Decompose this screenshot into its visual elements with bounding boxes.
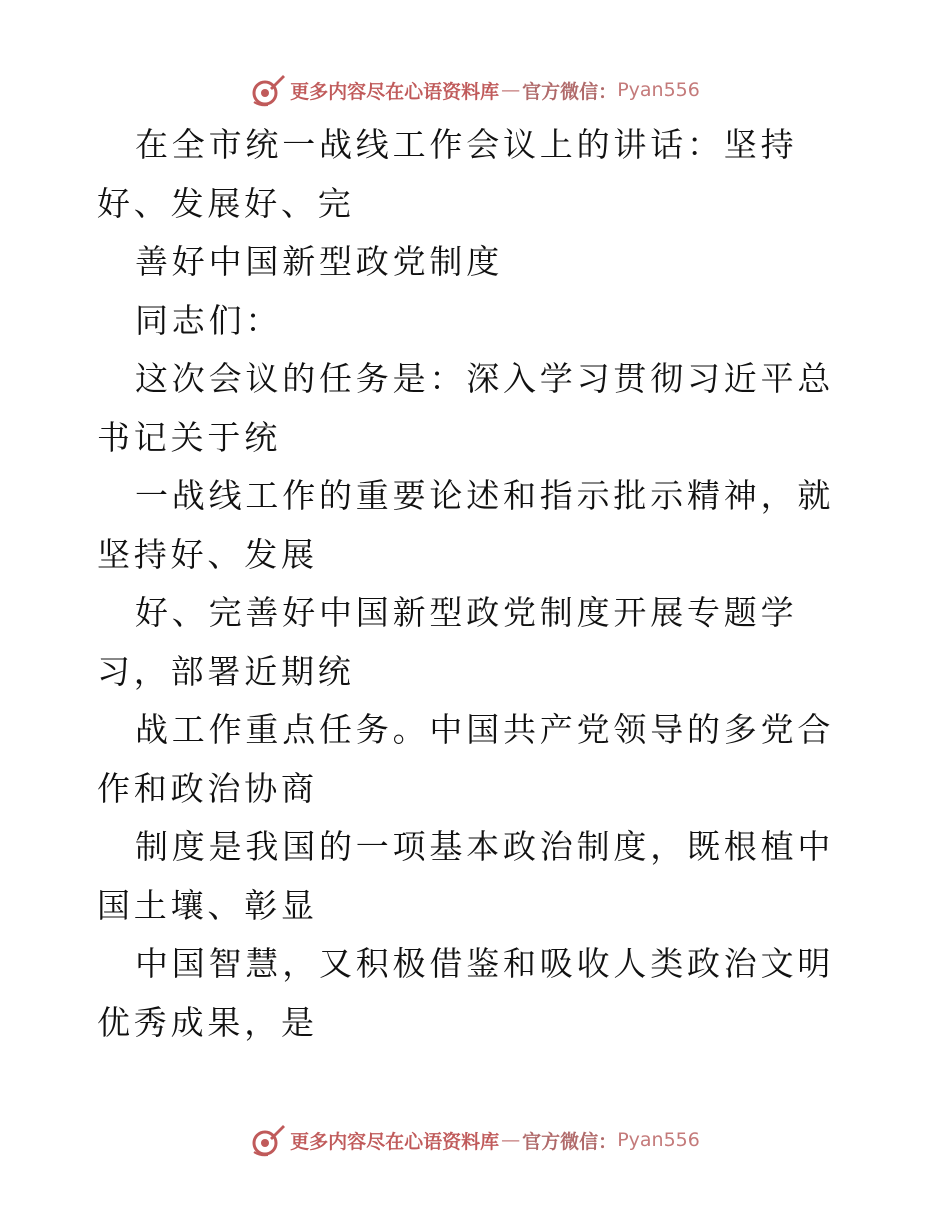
brush-logo-icon	[250, 1122, 286, 1158]
paragraph: 在全市统一战线工作会议上的讲话：坚持好、发展好、完	[97, 125, 798, 223]
document-body	[97, 116, 853, 1052]
watermark-dash: —	[501, 1129, 521, 1151]
watermark-account: Pyan556	[617, 79, 700, 101]
paragraph: 战工作重点任务。中国共产党领导的多党合作和政治协商	[97, 710, 835, 808]
header-watermark	[0, 70, 950, 110]
brush-logo-icon	[250, 72, 286, 108]
paragraph: 好、完善好中国新型政党制度开展专题学习，部署近期统	[97, 593, 798, 691]
watermark-label: 官方微信：	[522, 80, 618, 103]
watermark-brand: 更多内容尽在心语资料库	[290, 80, 500, 103]
paragraph: 这次会议的任务是：深入学习贯彻习近平总书记关于统	[97, 359, 835, 457]
paragraph: 同志们：	[135, 300, 283, 340]
watermark-account: Pyan556	[617, 1129, 700, 1151]
paragraph: 善好中国新型政党制度	[135, 242, 503, 281]
paragraph: 一战线工作的重要论述和指示批示精神，就坚持好、发展	[97, 476, 835, 574]
paragraph: 中国智慧，又积极借鉴和吸收人类政治文明优秀成果，是	[97, 944, 835, 1042]
paragraph: 制度是我国的一项基本政治制度，既根植中国土壤、彰显	[97, 827, 835, 925]
footer-watermark	[0, 1120, 950, 1160]
watermark-dash: —	[501, 79, 521, 101]
watermark-label: 官方微信：	[522, 1130, 618, 1153]
watermark-brand: 更多内容尽在心语资料库	[290, 1130, 500, 1153]
